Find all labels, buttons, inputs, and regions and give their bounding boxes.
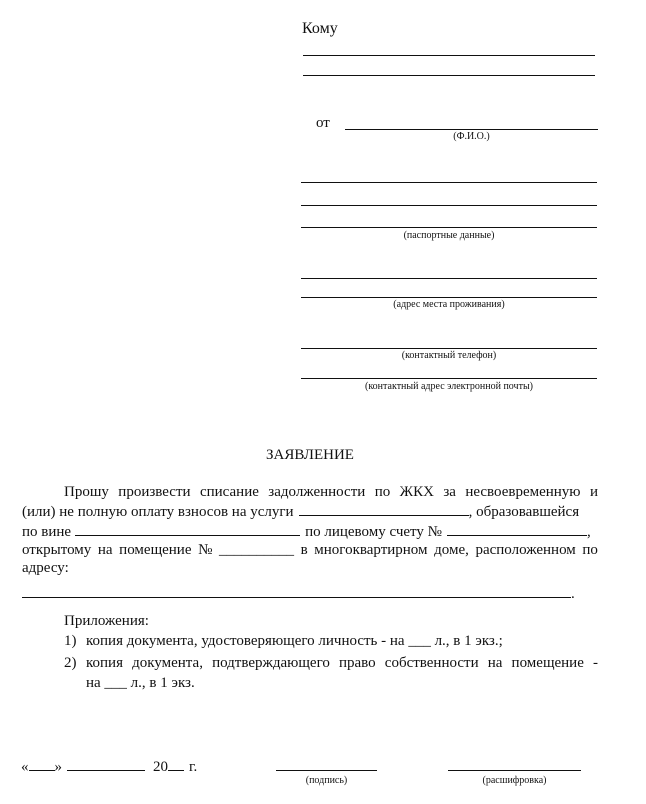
paragraph-line-1: Прошу произвести списание задолженности по ЖКХ за несвоевременную и: [64, 484, 598, 500]
phone-line[interactable]: [301, 348, 597, 349]
date-field: « » 20 г.: [21, 756, 197, 776]
paragraph-line-3: по вине по лицевому счету № ,: [22, 521, 598, 541]
day-field[interactable]: [29, 756, 55, 771]
address-line-2[interactable]: [301, 297, 597, 298]
attachments-heading: Приложения:: [64, 613, 149, 629]
paragraph-line-5: адресу:: [22, 560, 69, 576]
paragraph-line-4: открытому на помещение № __________ в многоквартирном доме, расположенном по: [22, 542, 598, 558]
attachment-item-2-line-2: на ___ л., в 1 экз.: [86, 675, 195, 691]
fault-party-field[interactable]: [75, 521, 300, 536]
attachment-item-1-number: 1): [64, 633, 77, 649]
month-field[interactable]: [67, 756, 145, 771]
email-caption: (контактный адрес электронной почты): [365, 381, 533, 392]
paragraph-line-2: (или) не полную оплату взносов на услуги , образовавшейся: [22, 501, 598, 521]
passport-caption: (паспортные данные): [403, 230, 495, 241]
fio-caption: (Ф.И.О.): [453, 131, 490, 142]
phone-caption: (контактный телефон): [401, 350, 497, 361]
attachment-item-1-text: копия документа, удостоверяющего личность - на ___ л., в 1 экз.;: [86, 633, 503, 649]
document-title: ЗАЯВЛЕНИЕ: [266, 447, 354, 463]
recipient-line-1[interactable]: [303, 55, 595, 56]
fio-line[interactable]: [345, 129, 598, 130]
attachment-item-2-line-1: копия документа, подтверждающего право собственности на помещение -: [86, 655, 598, 671]
services-field[interactable]: [299, 501, 469, 516]
decoding-line[interactable]: [448, 770, 581, 771]
address-field[interactable]: [22, 583, 571, 598]
signature-caption: (подпись): [305, 775, 348, 786]
address-line-1[interactable]: [301, 278, 597, 279]
to-label: Кому: [302, 20, 338, 37]
year-field[interactable]: [168, 756, 184, 771]
recipient-line-2[interactable]: [303, 75, 595, 76]
passport-line-2[interactable]: [301, 205, 597, 206]
email-line[interactable]: [301, 378, 597, 379]
signature-line[interactable]: [276, 770, 377, 771]
passport-line-1[interactable]: [301, 182, 597, 183]
address-caption: (адрес места проживания): [393, 299, 505, 310]
decoding-caption: (расшифровка): [482, 775, 547, 786]
account-number-field[interactable]: [447, 521, 587, 536]
passport-line-3[interactable]: [301, 227, 597, 228]
request-paragraph: [22, 483, 598, 603]
premises-number-field[interactable]: __________: [218, 542, 294, 558]
from-label: от: [316, 115, 330, 131]
attachment-item-2-number: 2): [64, 655, 77, 671]
paragraph-line-6: .: [22, 583, 598, 603]
